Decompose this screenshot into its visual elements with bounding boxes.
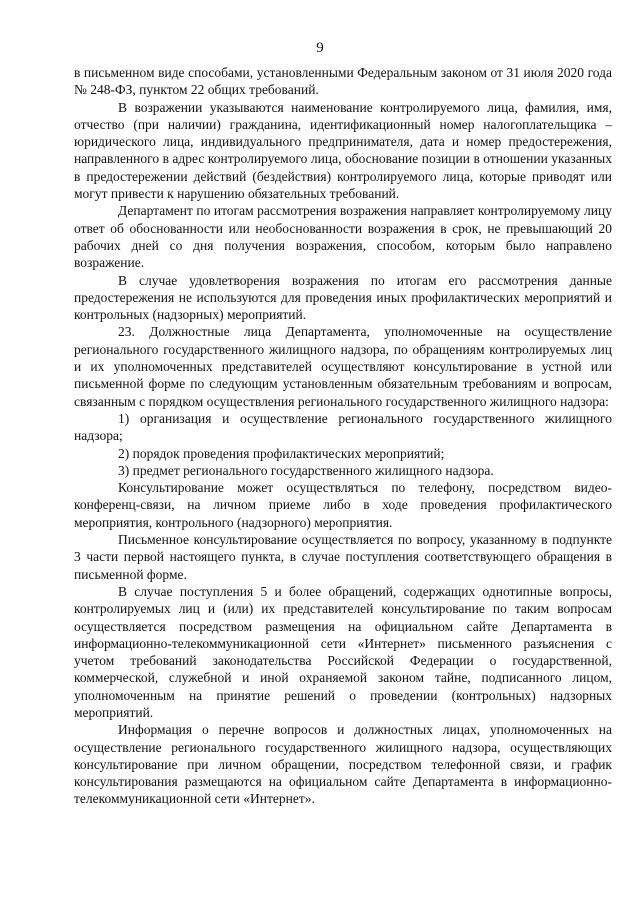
paragraph-item-23: 23. Должностные лица Департамента, уполномоченные на осуществление регионального государственного жилищного надзора, по обращениям контролируемых лиц и их уполномоченных представителей осуществляют консультирование в устной или письменной форме по следующим установленным обязательным требованиям и вопросам, связанным с порядком осуществления регионального государственного жилищного надзора: xyxy=(74,324,612,409)
list-item-3: 3) предмет регионального государственного жилищного надзора. xyxy=(118,462,494,478)
page-number: 9 xyxy=(316,40,324,56)
paragraph-continuation: в письменном виде способами, установленными Федеральным законом от 31 июля 2020 года № 248-ФЗ, пунктом 22 общих требований. xyxy=(74,65,612,98)
paragraph-information-publication: Информация о перечне вопросов и должностных лицах, уполномоченных на осуществление регионального государственного жилищного надзора, осуществляющих консультирование при личном обращении, посредством телефонной связи, и график консультирования размещаются на официальном сайте Департамента в информационно-телекоммуникационной сети «Интернет». xyxy=(74,722,612,807)
paragraph-bulk-requests: В случае поступления 5 и более обращений, содержащих однотипные вопросы, контролируемых лиц и (или) их представителей консультирование по таким вопросам осуществляется посредством размещения на официальном сайте Департамента в информационно-телекоммуникационной сети «Интернет» письменного разъяснения с учетом требований законодательства Российской Федерации о государственной, коммерческой, служебной и иной охраняемой законом тайне, подписанного лицом, уполномоченным на принятие решений о проведении (контрольных) надзорных мероприятий. xyxy=(74,583,612,720)
list-item-2: 2) порядок проведения профилактических мероприятий; xyxy=(118,445,445,461)
paragraph-written-consulting: Письменное консультирование осуществляется по вопросу, указанному в подпункте 3 части первой настоящего пункта, в случае поступления соответствующего обращения в письменной форме. xyxy=(74,532,612,582)
document-body xyxy=(74,64,612,808)
list-item-1: 1) организация и осуществление регионального государственного жилищного надзора; xyxy=(74,410,612,444)
paragraph-department-response: Департамент по итогам рассмотрения возражения направляет контролируемому лицу ответ об обоснованности или необоснованности возражения в срок, не превышающий 20 рабочих дней со дня получения возражения, способом, которым было направлено возражение. xyxy=(74,203,612,271)
paragraph-objection-contents: В возражении указываются наименование контролируемого лица, фамилия, имя, отчество (при наличии) гражданина, идентификационный номер налогоплательщика – юридического лица, индивидуального предпринимателя, дата и номер предостережения, направленного в адрес контролируемого лица, обоснование позиции в отношении указанных в предостережении действий (бездействия) контролируемого лица, которые приводят или могут привести к нарушению обязательных требований. xyxy=(74,99,612,202)
paragraph-consulting-methods: Консультирование может осуществляться по телефону, посредством видео-конференц-связи, на личном приеме либо в ходе проведения профилактического мероприятия, контрольного (надзорного) мероприятия. xyxy=(74,480,612,530)
paragraph-objection-satisfied: В случае удовлетворения возражения по итогам его рассмотрения данные предостережения не используются для проведения иных профилактических мероприятий и контрольных (надзорных) мероприятий. xyxy=(74,272,612,323)
